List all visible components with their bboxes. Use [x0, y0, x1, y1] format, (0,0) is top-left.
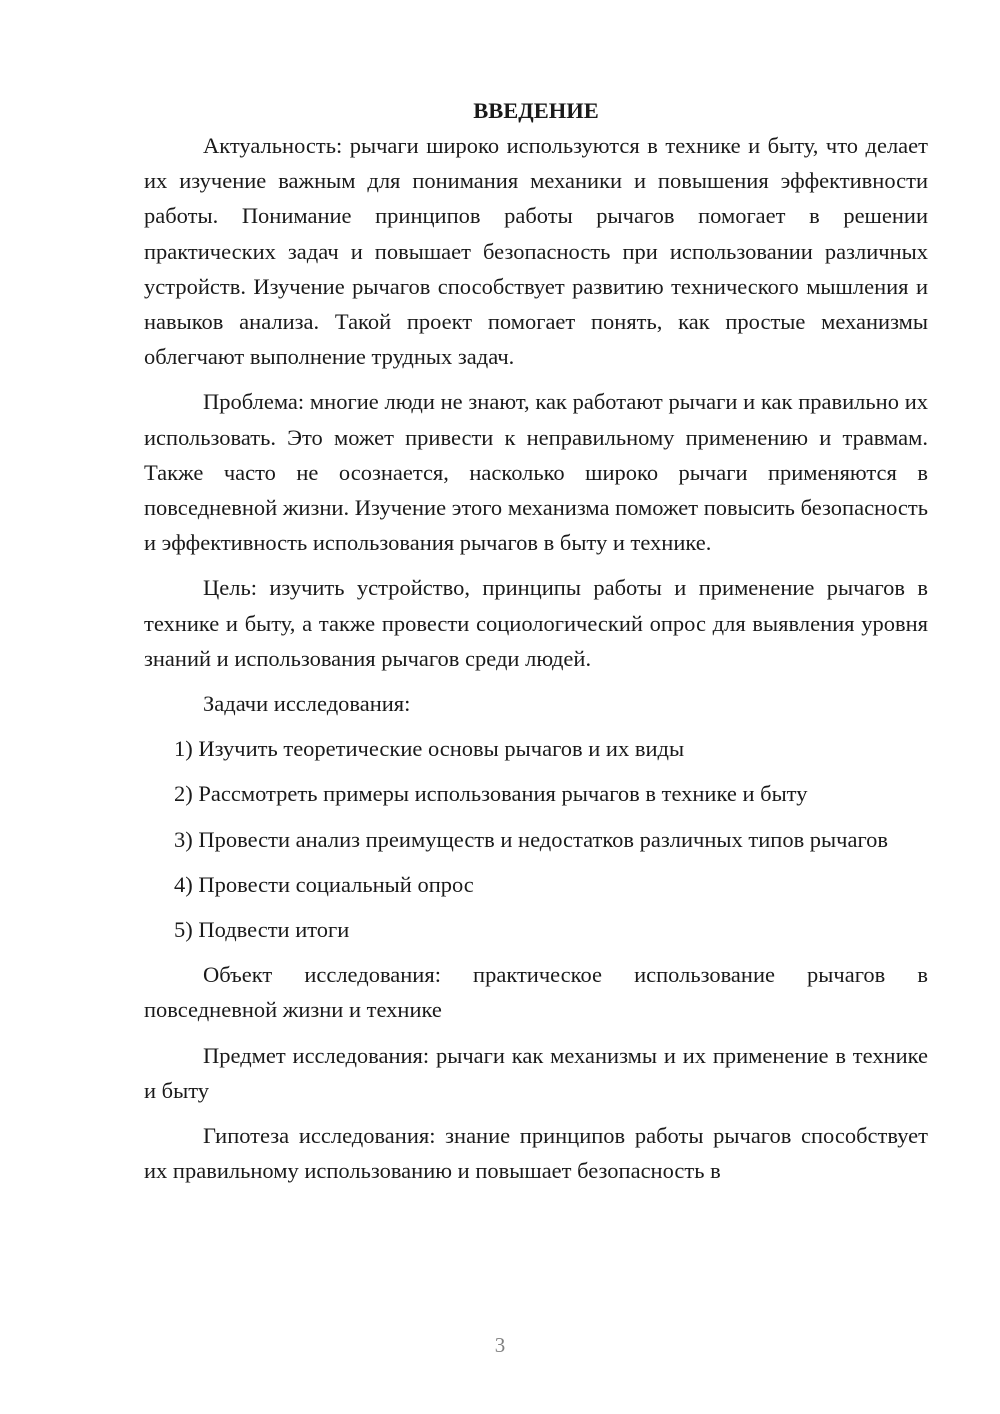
paragraph-object: Объект исследования: практическое использование рычагов в повседневной жизни и технике — [144, 962, 928, 1023]
task-item: 5) Подвести итоги — [174, 917, 350, 943]
page-title: ВВЕДЕНИЕ — [473, 98, 599, 123]
paragraph-relevance: Актуальность: рычаги широко используются в технике и быту, что делает их изучение важным для понимания механики и повышения эффективности работы. Понимание принципов работы рычагов помогает в решении практических задач и повышает безопасность при использовании различных устройств. Изучение рычагов способствует развитию технического мышления и навыков анализа. Такой проект помогает понять, как простые механизмы облегчают выполнение трудных задач. — [144, 133, 928, 370]
task-item: 1) Изучить теоретические основы рычагов и их виды — [174, 736, 685, 762]
paragraph-problem: Проблема: многие люди не знают, как работают рычаги и как правильно их использовать. Это может привести к неправильному применению и травмам. Также часто не осознается, насколько широко рычаги применяются в повседневной жизни. Изучение этого механизма поможет повысить безопасность и эффективность использования рычагов в быту и технике. — [144, 389, 928, 556]
page-number: 3 — [494, 1333, 506, 1357]
task-item: 4) Провести социальный опрос — [174, 871, 474, 897]
page-content — [144, 93, 928, 1198]
paragraph-subject: Предмет исследования: рычаги как механизмы и их применение в технике и быту — [144, 1042, 928, 1103]
task-item: 2) Рассмотреть примеры использования рычагов в технике и быту — [174, 781, 808, 807]
paragraph-goal: Цель: изучить устройство, принципы работы и применение рычагов в технике и быту, а также провести социологический опрос для выявления уровня знаний и использования рычагов среди людей. — [144, 575, 928, 671]
tasks-heading: Задачи исследования: — [203, 691, 411, 717]
paragraph-hypothesis: Гипотеза исследования: знание принципов работы рычагов способствует их правильному использованию и повышает безопасность в — [144, 1123, 928, 1184]
task-item: 3) Провести анализ преимуществ и недостатков различных типов рычагов — [174, 826, 889, 852]
